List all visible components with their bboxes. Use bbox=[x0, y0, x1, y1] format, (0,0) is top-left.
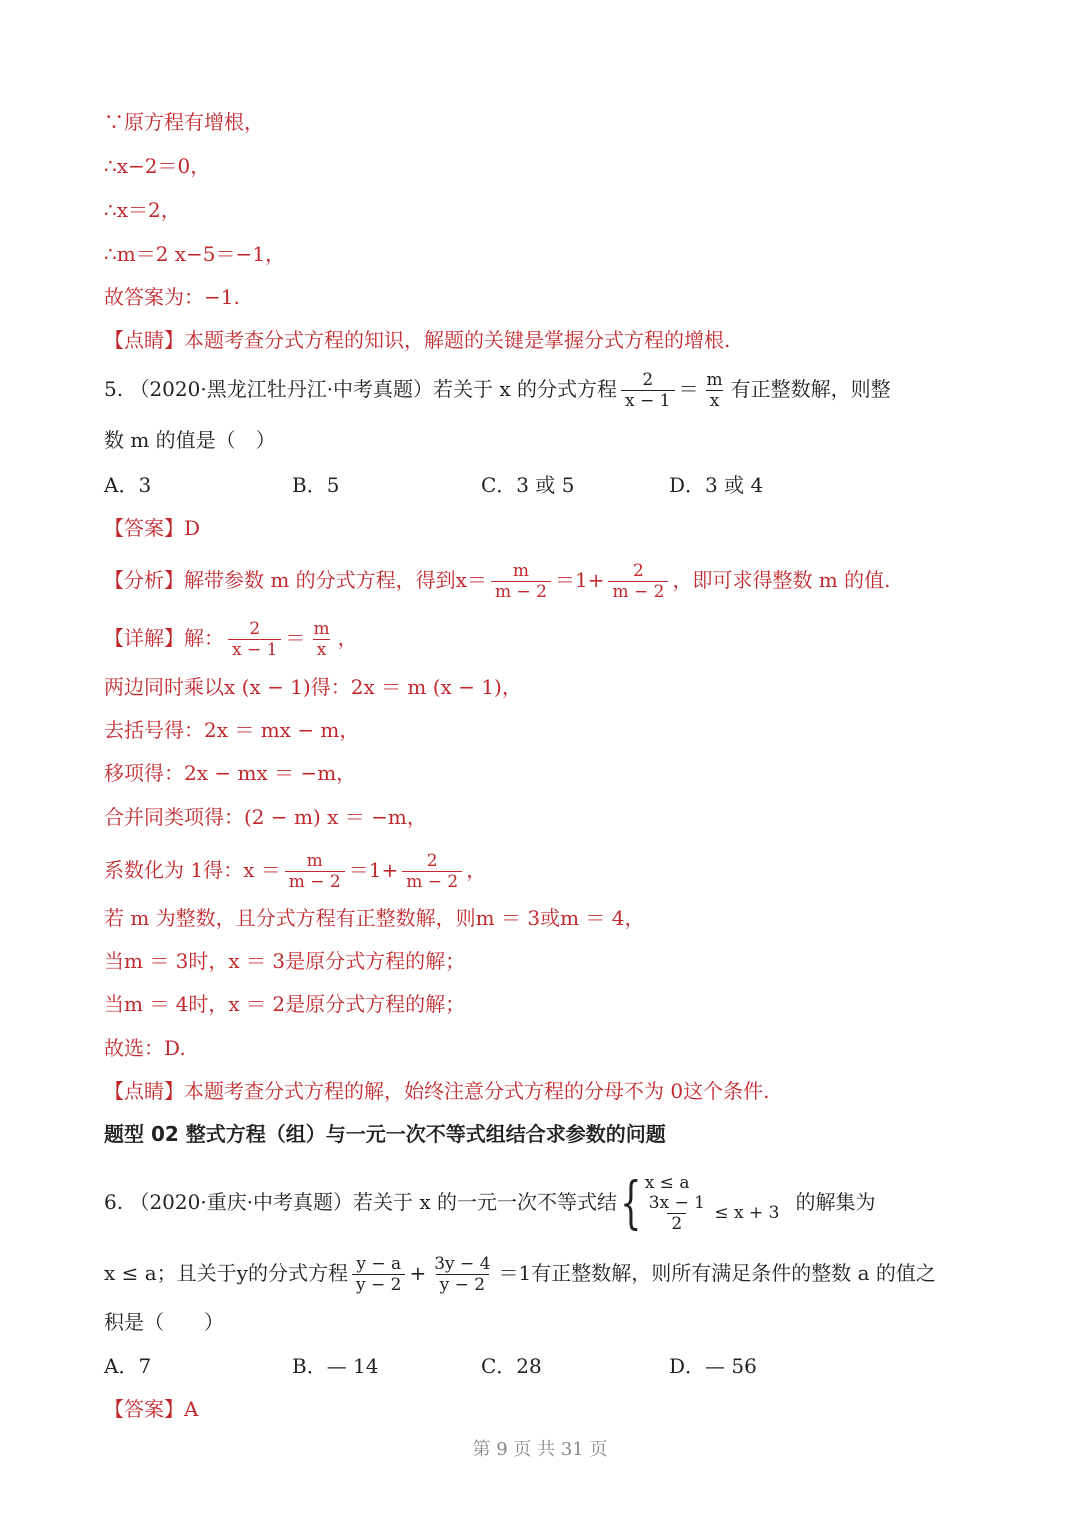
section-title: 题型 02 整式方程（组）与一元一次不等式组结合求参数的问题 bbox=[104, 1122, 666, 1146]
question-6-stem-line-3: 积是（ ） bbox=[104, 1310, 224, 1334]
answer-value: D bbox=[184, 516, 201, 540]
step-3: 移项得：2x − mx ＝ −m， bbox=[104, 761, 357, 785]
fraction: $\frac{m}{x}$ bbox=[706, 370, 723, 411]
answer-tag: 【答案】 bbox=[104, 1397, 184, 1421]
step-2: 去括号得：2x ＝ mx − m， bbox=[104, 718, 360, 742]
question-5-prefix: 5. （2020·黑龙江牡丹江·中考真题）若关于 x 的分式方程 bbox=[104, 377, 618, 401]
fraction: $\frac{m}{m - 2}$ bbox=[285, 851, 345, 892]
step-7: 当m ＝ 3时，x ＝ 3是原分式方程的解； bbox=[104, 949, 466, 973]
option-d: D．— 56 bbox=[669, 1354, 757, 1378]
answer-line bbox=[104, 1395, 198, 1423]
note-text: 本题考查分式方程的解，始终注意分式方程的分母不为 0这个条件. bbox=[184, 1079, 770, 1103]
solution-line-3: ∴x＝2， bbox=[104, 198, 181, 222]
answer-line bbox=[104, 514, 200, 542]
fraction: $\frac{y - a}{y - 2}$ bbox=[352, 1254, 405, 1295]
fraction: $\frac{m}{x}$ bbox=[313, 619, 330, 660]
option-b: B．— 14 bbox=[292, 1354, 379, 1378]
note-line bbox=[104, 1077, 769, 1105]
key-point-tag: 【点睛】 bbox=[104, 328, 184, 352]
solution-line-4: ∴m＝2 x−5＝−1， bbox=[104, 242, 286, 266]
step-1: 两边同时乘以x (x − 1)得：2x ＝ m (x − 1)， bbox=[104, 675, 522, 699]
analysis-line: 【分析】解带参数 m 的分式方程，得到x＝ $\frac{m}{m - 2}$ ＝1+ $\frac{2}{m - 2}$ ，即可求得整数 m 的值. bbox=[104, 561, 891, 602]
question-6-stem-line-2: x ≤ a；且关于y的分式方程 $\frac{y - a}{y - 2}$ + $\frac{3y - 4}{y - 2}$ ＝1有正整数解，则所有满足条件的整数 a 的值之 bbox=[104, 1254, 936, 1295]
step-5: 系数化为 1得：x ＝ $\frac{m}{m - 2}$ ＝1+ $\frac{2}{m - 2}$ ， bbox=[104, 851, 487, 892]
step-6: 若 m 为整数，且分式方程有正整数解，则m ＝ 3或m ＝ 4， bbox=[104, 906, 645, 930]
option-c: C．28 bbox=[481, 1354, 542, 1378]
page-footer: 第 9 页 共 31 页 bbox=[472, 1439, 608, 1460]
detail-line: 【详解】解： $\frac{2}{x - 1}$ ＝ $\frac{m}{x}$ ， bbox=[104, 619, 358, 660]
note-tag: 【点睛】 bbox=[104, 1079, 184, 1103]
step-8: 当m ＝ 4时，x ＝ 2是原分式方程的解； bbox=[104, 992, 466, 1016]
fraction: $\frac{2}{x - 1}$ bbox=[228, 619, 281, 660]
question-5-suffix: 有正整数解，则整 bbox=[730, 377, 891, 401]
option-a: A．3 bbox=[104, 473, 152, 497]
fraction: $\frac{2}{m - 2}$ bbox=[402, 851, 462, 892]
question-6-prefix: 6. （2020·重庆·中考真题）若关于 x 的一元一次不等式结 bbox=[104, 1190, 618, 1214]
answer-value: A bbox=[184, 1397, 199, 1421]
option-a: A．7 bbox=[104, 1354, 152, 1378]
detail-tag: 【详解】 bbox=[104, 626, 184, 650]
key-point-text: 本题考查分式方程的知识，解题的关键是掌握分式方程的增根. bbox=[184, 328, 731, 352]
option-c: C．3 或 5 bbox=[481, 473, 575, 497]
question-6-stem bbox=[104, 1172, 875, 1234]
solution-line-2: ∴x−2＝0， bbox=[104, 154, 211, 178]
question-5-stem-line-2: 数 m 的值是（ ） bbox=[104, 428, 276, 452]
analysis-tag: 【分析】 bbox=[104, 568, 184, 592]
fraction: $\frac{m}{m - 2}$ bbox=[491, 561, 551, 602]
solution-line-1: ∵原方程有增根， bbox=[104, 110, 264, 134]
question-6-suffix: 的解集为 bbox=[795, 1190, 876, 1214]
fraction: $\frac{2}{m - 2}$ bbox=[608, 561, 668, 602]
step-4: 合并同类项得：(2 − m) x ＝ −m， bbox=[104, 805, 427, 829]
fraction: $\frac{2}{x - 1}$ bbox=[621, 370, 674, 411]
fraction: $\frac{3y - 4}{y - 2}$ bbox=[434, 1254, 491, 1295]
solution-answer-line: 故答案为：−1. bbox=[104, 285, 240, 309]
question-5-stem: 5. （2020·黑龙江牡丹江·中考真题）若关于 x 的分式方程 $\frac{2}{x - 1}$ ＝ $\frac{m}{x}$ 有正整数解，则整 bbox=[104, 370, 891, 411]
option-b: B．5 bbox=[292, 473, 340, 497]
step-9: 故选：D. bbox=[104, 1036, 186, 1060]
answer-tag: 【答案】 bbox=[104, 516, 184, 540]
key-point-line bbox=[104, 326, 730, 354]
inequality-system: { x ≤ a $\frac{3x - 1}{2}$ ≤ x + 3 bbox=[620, 1170, 780, 1236]
option-d: D．3 或 4 bbox=[669, 473, 764, 497]
